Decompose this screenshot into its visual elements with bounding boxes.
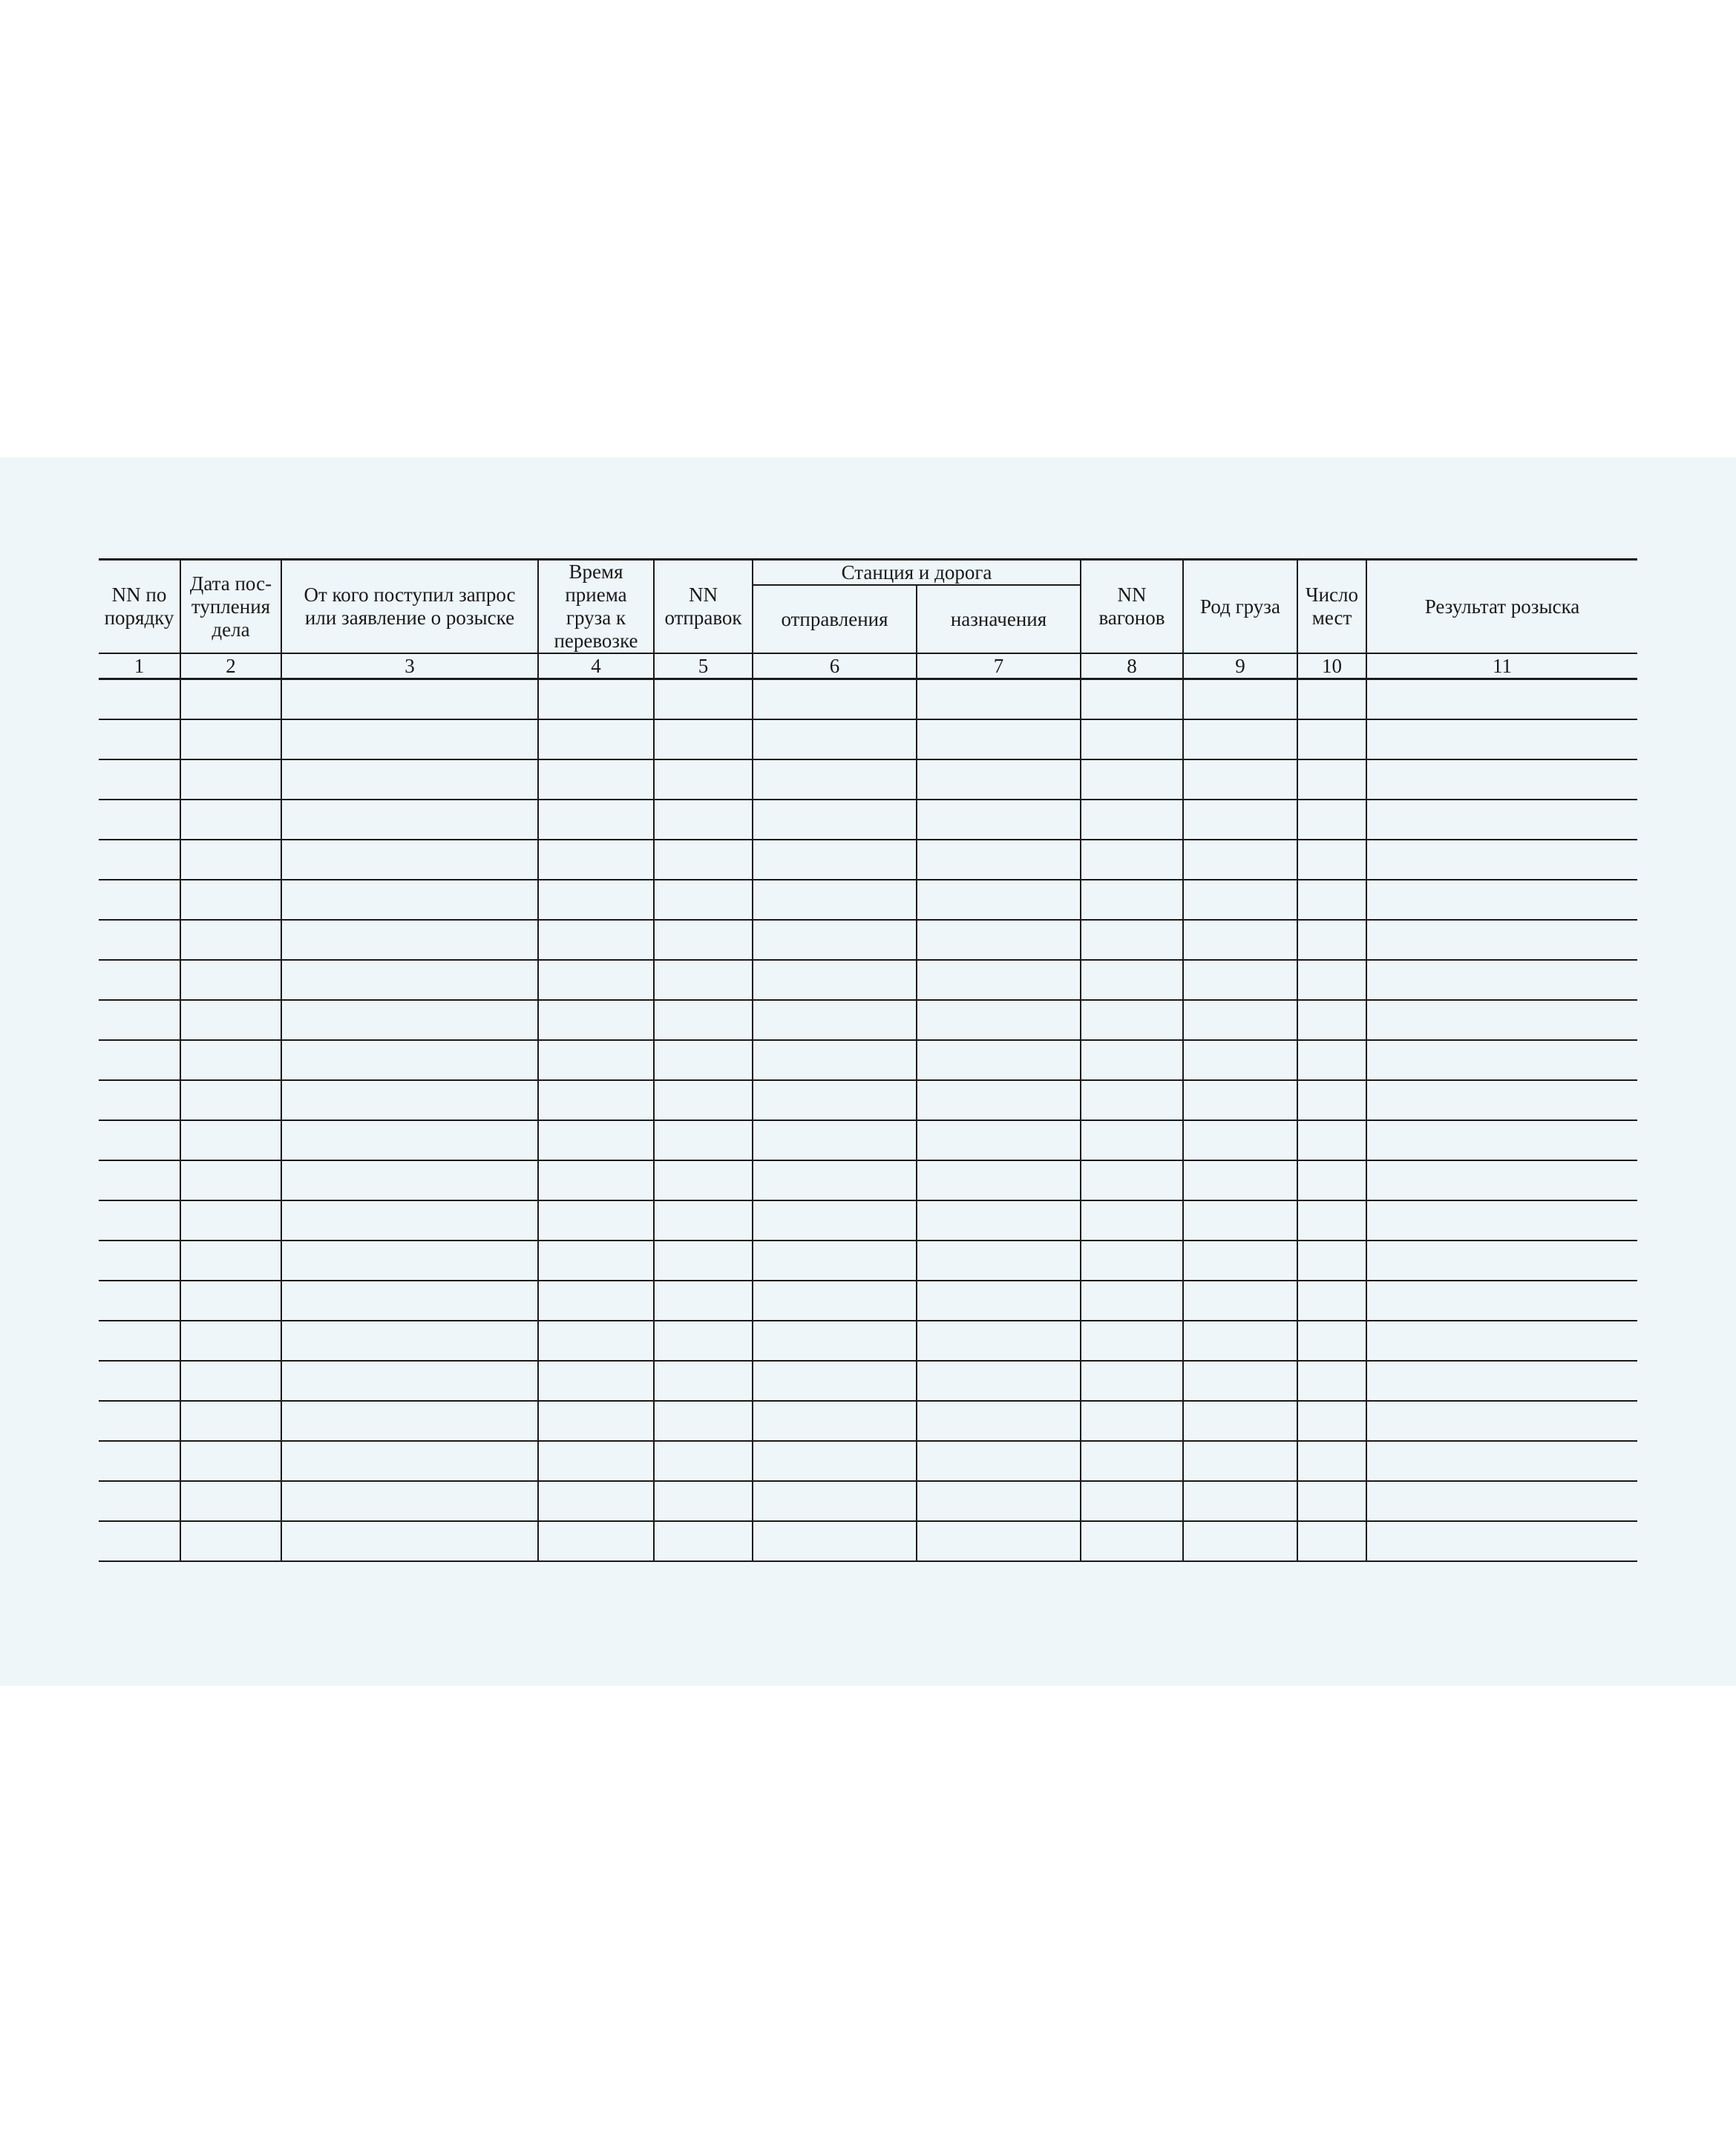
table-cell[interactable] (1366, 880, 1637, 920)
table-cell[interactable] (1081, 1080, 1183, 1120)
table-cell[interactable] (917, 1160, 1081, 1200)
table-cell[interactable] (1297, 1321, 1366, 1361)
table-cell[interactable] (1297, 1000, 1366, 1040)
table-cell[interactable] (1366, 719, 1637, 759)
table-cell[interactable] (99, 1160, 180, 1200)
table-cell[interactable] (538, 800, 654, 840)
table-cell[interactable] (538, 719, 654, 759)
column-number: 7 (917, 653, 1081, 679)
table-cell[interactable] (99, 759, 180, 800)
table-cell[interactable] (654, 759, 753, 800)
table-cell[interactable] (753, 679, 917, 720)
table-cell[interactable] (180, 1200, 281, 1241)
table-cell[interactable] (281, 1040, 538, 1080)
table-cell[interactable] (1183, 1521, 1297, 1561)
table-cell[interactable] (1366, 679, 1637, 720)
table-cell[interactable] (1366, 800, 1637, 840)
table-cell[interactable] (1081, 1481, 1183, 1521)
table-cell[interactable] (917, 880, 1081, 920)
table-cell[interactable] (1081, 1000, 1183, 1040)
table-cell[interactable] (917, 960, 1081, 1000)
table-cell[interactable] (753, 1160, 917, 1200)
table-cell[interactable] (1366, 1321, 1637, 1361)
table-cell[interactable] (281, 719, 538, 759)
table-cell[interactable] (1183, 1481, 1297, 1521)
table-cell[interactable] (538, 1160, 654, 1200)
table-row (99, 1321, 1637, 1361)
table-cell[interactable] (753, 840, 917, 880)
table-cell[interactable] (917, 1200, 1081, 1241)
column-number: 1 (99, 653, 180, 679)
table-cell[interactable] (1297, 1361, 1366, 1401)
table-cell[interactable] (1183, 1000, 1297, 1040)
table-cell[interactable] (538, 1080, 654, 1120)
table-cell[interactable] (281, 880, 538, 920)
table-cell[interactable] (180, 880, 281, 920)
table-cell[interactable] (99, 1241, 180, 1281)
table-cell[interactable] (281, 840, 538, 880)
table-cell[interactable] (281, 1361, 538, 1401)
table-cell[interactable] (99, 920, 180, 960)
table-cell[interactable] (281, 1321, 538, 1361)
table-cell[interactable] (1081, 1040, 1183, 1080)
table-cell[interactable] (917, 1000, 1081, 1040)
table-cell[interactable] (281, 800, 538, 840)
header-piece-count: Число мест (1297, 560, 1366, 654)
table-cell[interactable] (1081, 1321, 1183, 1361)
table-cell[interactable] (654, 1080, 753, 1120)
table-cell[interactable] (1366, 960, 1637, 1000)
table-cell[interactable] (1081, 1521, 1183, 1561)
table-cell[interactable] (917, 1441, 1081, 1481)
column-number: 10 (1297, 653, 1366, 679)
table-cell[interactable] (753, 880, 917, 920)
table-row (99, 1521, 1637, 1561)
table-cell[interactable] (1297, 1160, 1366, 1200)
ledger-body (99, 679, 1637, 1562)
table-cell[interactable] (654, 1000, 753, 1040)
table-cell[interactable] (281, 1481, 538, 1521)
table-cell[interactable] (654, 1361, 753, 1401)
table-cell[interactable] (753, 920, 917, 960)
table-cell[interactable] (99, 1000, 180, 1040)
table-cell[interactable] (180, 1361, 281, 1401)
table-cell[interactable] (281, 759, 538, 800)
table-cell[interactable] (917, 1120, 1081, 1160)
table-cell[interactable] (1183, 1160, 1297, 1200)
table-cell[interactable] (1297, 1241, 1366, 1281)
header-station-and-railway: Станция и дорога (753, 560, 1081, 586)
table-cell[interactable] (281, 1080, 538, 1120)
table-cell[interactable] (180, 1481, 281, 1521)
table-cell[interactable] (1081, 1401, 1183, 1441)
table-cell[interactable] (1183, 1120, 1297, 1160)
table-cell[interactable] (1183, 880, 1297, 920)
table-cell[interactable] (281, 1160, 538, 1200)
table-row (99, 1080, 1637, 1120)
header-cargo-type: Род груза (1183, 560, 1297, 654)
table-cell[interactable] (1081, 880, 1183, 920)
table-cell[interactable] (1366, 1481, 1637, 1521)
table-cell[interactable] (281, 679, 538, 720)
table-cell[interactable] (1081, 1441, 1183, 1481)
table-cell[interactable] (1297, 800, 1366, 840)
table-cell[interactable] (1366, 1441, 1637, 1481)
table-cell[interactable] (180, 1120, 281, 1160)
table-cell[interactable] (180, 960, 281, 1000)
table-cell[interactable] (1081, 800, 1183, 840)
table-cell[interactable] (1297, 759, 1366, 800)
table-cell[interactable] (654, 1481, 753, 1521)
table-cell[interactable] (654, 1120, 753, 1160)
table-row (99, 800, 1637, 840)
table-cell[interactable] (180, 1321, 281, 1361)
table-cell[interactable] (654, 1521, 753, 1561)
table-cell[interactable] (654, 960, 753, 1000)
column-number: 11 (1366, 653, 1637, 679)
table-cell[interactable] (99, 1401, 180, 1441)
cargo-search-register-table (99, 558, 1637, 1562)
table-cell[interactable] (1183, 920, 1297, 960)
table-cell[interactable] (917, 759, 1081, 800)
table-row (99, 1481, 1637, 1521)
table-cell[interactable] (753, 1241, 917, 1281)
column-number: 2 (180, 653, 281, 679)
table-row (99, 1281, 1637, 1321)
table-row (99, 1200, 1637, 1241)
column-number: 3 (281, 653, 538, 679)
table-cell[interactable] (281, 1401, 538, 1441)
table-row (99, 1401, 1637, 1441)
column-number-row (99, 653, 1637, 679)
table-cell[interactable] (1297, 960, 1366, 1000)
table-cell[interactable] (1366, 1241, 1637, 1281)
table-cell[interactable] (1183, 960, 1297, 1000)
table-cell[interactable] (99, 1200, 180, 1241)
table-cell[interactable] (180, 759, 281, 800)
table-cell[interactable] (1297, 880, 1366, 920)
table-cell[interactable] (1366, 1120, 1637, 1160)
table-cell[interactable] (753, 1080, 917, 1120)
table-cell[interactable] (1366, 1200, 1637, 1241)
table-row (99, 960, 1637, 1000)
table-cell[interactable] (1183, 800, 1297, 840)
table-cell[interactable] (281, 960, 538, 1000)
table-cell[interactable] (281, 1241, 538, 1281)
table-cell[interactable] (654, 1241, 753, 1281)
table-cell[interactable] (1183, 840, 1297, 880)
table-cell[interactable] (180, 1241, 281, 1281)
table-cell[interactable] (753, 1281, 917, 1321)
header-shipment-numbers: NN отправок (654, 560, 753, 654)
table-cell[interactable] (917, 1481, 1081, 1521)
table-cell[interactable] (917, 1361, 1081, 1401)
table-cell[interactable] (538, 1441, 654, 1481)
table-cell[interactable] (1366, 1000, 1637, 1040)
table-cell[interactable] (1297, 1080, 1366, 1120)
table-cell[interactable] (281, 1281, 538, 1321)
table-cell[interactable] (654, 1160, 753, 1200)
header-destination-station: назначения (917, 585, 1081, 653)
table-cell[interactable] (180, 840, 281, 880)
table-cell[interactable] (180, 1281, 281, 1321)
table-cell[interactable] (1297, 1441, 1366, 1481)
table-cell[interactable] (917, 800, 1081, 840)
table-cell[interactable] (753, 1120, 917, 1160)
column-number: 5 (654, 653, 753, 679)
table-cell[interactable] (654, 840, 753, 880)
header-acceptance-time: Время приема груза к перевозке (538, 560, 654, 654)
table-cell[interactable] (1183, 679, 1297, 720)
table-cell[interactable] (1297, 1281, 1366, 1321)
table-cell[interactable] (753, 800, 917, 840)
table-cell[interactable] (1081, 1200, 1183, 1241)
table-cell[interactable] (917, 840, 1081, 880)
column-number: 9 (1183, 653, 1297, 679)
table-cell[interactable] (99, 679, 180, 720)
table-cell[interactable] (654, 1200, 753, 1241)
table-cell[interactable] (180, 1000, 281, 1040)
table-cell[interactable] (1297, 719, 1366, 759)
table-cell[interactable] (753, 1040, 917, 1080)
table-cell[interactable] (538, 759, 654, 800)
table-cell[interactable] (1183, 1321, 1297, 1361)
table-row (99, 1441, 1637, 1481)
table-cell[interactable] (917, 1241, 1081, 1281)
table-cell[interactable] (1366, 920, 1637, 960)
table-cell[interactable] (1183, 1401, 1297, 1441)
table-cell[interactable] (538, 840, 654, 880)
table-row (99, 1040, 1637, 1080)
table-cell[interactable] (538, 1000, 654, 1040)
table-cell[interactable] (538, 1361, 654, 1401)
header-request-source: От кого поступил запрос или заявление о розыске (281, 560, 538, 654)
column-number: 8 (1081, 653, 1183, 679)
table-cell[interactable] (753, 1521, 917, 1561)
table-row (99, 880, 1637, 920)
table-cell[interactable] (654, 1441, 753, 1481)
table-cell[interactable] (1081, 759, 1183, 800)
table-cell[interactable] (1297, 1521, 1366, 1561)
table-cell[interactable] (753, 1441, 917, 1481)
table-cell[interactable] (1183, 1040, 1297, 1080)
table-cell[interactable] (538, 1241, 654, 1281)
table-cell[interactable] (1183, 1441, 1297, 1481)
table-cell[interactable] (753, 1361, 917, 1401)
table-cell[interactable] (654, 920, 753, 960)
table-cell[interactable] (917, 1281, 1081, 1321)
table-cell[interactable] (538, 1040, 654, 1080)
table-cell[interactable] (753, 960, 917, 1000)
table-row (99, 1000, 1637, 1040)
table-cell[interactable] (1297, 1040, 1366, 1080)
table-cell[interactable] (753, 1200, 917, 1241)
table-cell[interactable] (180, 1401, 281, 1441)
column-number: 6 (753, 653, 917, 679)
table-cell[interactable] (538, 1321, 654, 1361)
table-cell[interactable] (99, 1521, 180, 1561)
table-cell[interactable] (538, 1521, 654, 1561)
table-cell[interactable] (753, 719, 917, 759)
table-cell[interactable] (753, 1321, 917, 1361)
table-cell[interactable] (1081, 920, 1183, 960)
table-cell[interactable] (99, 1120, 180, 1160)
table-cell[interactable] (538, 880, 654, 920)
table-cell[interactable] (99, 719, 180, 759)
table-cell[interactable] (1081, 840, 1183, 880)
table-cell[interactable] (281, 1521, 538, 1561)
table-cell[interactable] (281, 920, 538, 960)
header-wagon-numbers: NN вагонов (1081, 560, 1183, 654)
table-cell[interactable] (753, 759, 917, 800)
table-cell[interactable] (917, 1401, 1081, 1441)
table-cell[interactable] (1297, 1401, 1366, 1441)
table-cell[interactable] (753, 1000, 917, 1040)
table-row (99, 719, 1637, 759)
table-cell[interactable] (99, 800, 180, 840)
table-cell[interactable] (654, 1040, 753, 1080)
table-cell[interactable] (281, 1000, 538, 1040)
table-cell[interactable] (917, 1321, 1081, 1361)
column-number: 4 (538, 653, 654, 679)
table-cell[interactable] (99, 960, 180, 1000)
table-cell[interactable] (99, 840, 180, 880)
table-cell[interactable] (917, 920, 1081, 960)
table-cell[interactable] (281, 1200, 538, 1241)
table-cell[interactable] (538, 1281, 654, 1321)
table-cell[interactable] (538, 1200, 654, 1241)
table-cell[interactable] (1081, 1241, 1183, 1281)
table-cell[interactable] (1366, 1401, 1637, 1441)
table-cell[interactable] (654, 679, 753, 720)
table-cell[interactable] (99, 1281, 180, 1321)
table-cell[interactable] (180, 1441, 281, 1481)
table-cell[interactable] (1297, 920, 1366, 960)
table-cell[interactable] (538, 960, 654, 1000)
table-cell[interactable] (1183, 1281, 1297, 1321)
table-cell[interactable] (1081, 1120, 1183, 1160)
table-cell[interactable] (99, 1040, 180, 1080)
table-cell[interactable] (1297, 679, 1366, 720)
table-cell[interactable] (180, 1521, 281, 1561)
table-cell[interactable] (1366, 1080, 1637, 1120)
table-cell[interactable] (654, 1401, 753, 1441)
table-cell[interactable] (753, 1401, 917, 1441)
header-search-result: Результат розыска (1366, 560, 1637, 654)
table-cell[interactable] (1366, 1040, 1637, 1080)
table-cell[interactable] (654, 800, 753, 840)
table-cell[interactable] (917, 679, 1081, 720)
table-cell[interactable] (917, 1080, 1081, 1120)
table-row (99, 840, 1637, 880)
table-cell[interactable] (99, 1441, 180, 1481)
table-cell[interactable] (180, 679, 281, 720)
table-cell[interactable] (1081, 1160, 1183, 1200)
table-cell[interactable] (1081, 719, 1183, 759)
table-cell[interactable] (1366, 840, 1637, 880)
table-cell[interactable] (1183, 1361, 1297, 1401)
table-cell[interactable] (1081, 1281, 1183, 1321)
table-cell[interactable] (654, 880, 753, 920)
table-row (99, 759, 1637, 800)
table-cell[interactable] (180, 920, 281, 960)
table-cell[interactable] (281, 1120, 538, 1160)
table-cell[interactable] (99, 1361, 180, 1401)
table-cell[interactable] (1366, 1160, 1637, 1200)
table-cell[interactable] (180, 719, 281, 759)
table-cell[interactable] (180, 800, 281, 840)
table-cell[interactable] (1297, 1200, 1366, 1241)
table-cell[interactable] (654, 719, 753, 759)
table-row (99, 1160, 1637, 1200)
table-cell[interactable] (538, 679, 654, 720)
table-cell[interactable] (917, 1521, 1081, 1561)
table-row (99, 679, 1637, 720)
table-cell[interactable] (654, 1281, 753, 1321)
table-cell[interactable] (1297, 1120, 1366, 1160)
table-cell[interactable] (1366, 759, 1637, 800)
table-cell[interactable] (1081, 1361, 1183, 1401)
header-order-number: NN по порядку (99, 560, 180, 654)
table-cell[interactable] (1183, 1241, 1297, 1281)
table-cell[interactable] (99, 1321, 180, 1361)
table-cell[interactable] (1366, 1521, 1637, 1561)
header-departure-station: отправления (753, 585, 917, 653)
table-cell[interactable] (1081, 679, 1183, 720)
table-cell[interactable] (1366, 1281, 1637, 1321)
table-cell[interactable] (1366, 1361, 1637, 1401)
table-cell[interactable] (538, 920, 654, 960)
table-cell[interactable] (1081, 960, 1183, 1000)
table-cell[interactable] (99, 880, 180, 920)
table-row (99, 1241, 1637, 1281)
table-cell[interactable] (99, 1080, 180, 1120)
table-row (99, 1361, 1637, 1401)
table-cell[interactable] (1183, 759, 1297, 800)
table-cell[interactable] (538, 1401, 654, 1441)
table-cell[interactable] (1183, 1200, 1297, 1241)
table-row (99, 1120, 1637, 1160)
table-cell[interactable] (180, 1040, 281, 1080)
table-row (99, 920, 1637, 960)
table-cell[interactable] (180, 1160, 281, 1200)
header-receipt-date: Дата пос-тупления дела (180, 560, 281, 654)
table-cell[interactable] (753, 1481, 917, 1521)
table-cell[interactable] (917, 719, 1081, 759)
table-cell[interactable] (1183, 1080, 1297, 1120)
table-cell[interactable] (99, 1481, 180, 1521)
table-cell[interactable] (281, 1441, 538, 1481)
table-cell[interactable] (1297, 1481, 1366, 1521)
table-cell[interactable] (1183, 719, 1297, 759)
table-cell[interactable] (538, 1481, 654, 1521)
table-cell[interactable] (180, 1080, 281, 1120)
table-cell[interactable] (917, 1040, 1081, 1080)
table-cell[interactable] (654, 1321, 753, 1361)
table-cell[interactable] (1297, 840, 1366, 880)
table-cell[interactable] (538, 1120, 654, 1160)
